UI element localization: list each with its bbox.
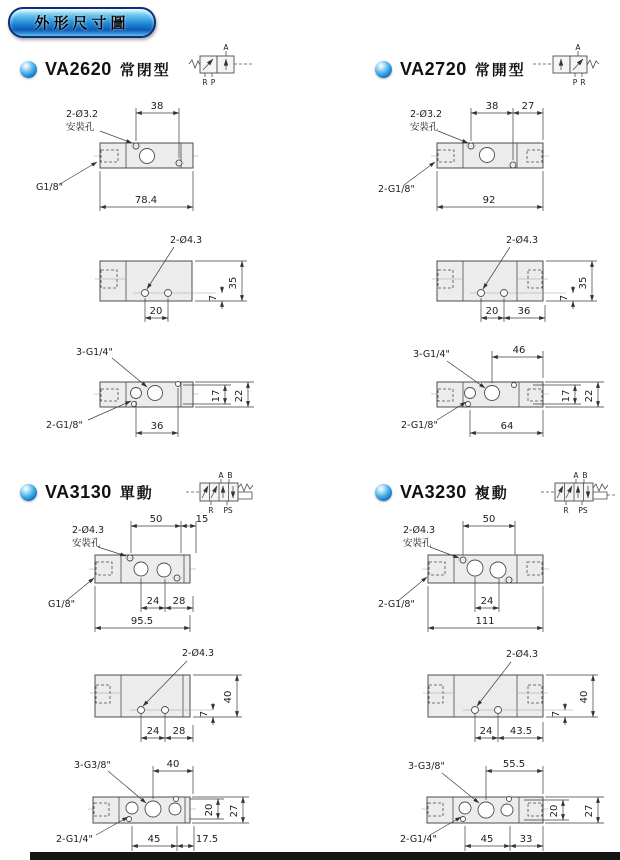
dim-text: 95.5 — [130, 616, 154, 627]
va3230-bottom-view — [400, 759, 604, 851]
model-name: VA3130 — [45, 482, 112, 502]
port-label: P — [572, 78, 578, 87]
port-label: A — [573, 471, 579, 480]
dim-text: 40 — [223, 690, 234, 704]
valve-symbol-3-2-nc — [189, 43, 254, 87]
dim-text: 27 — [521, 101, 535, 112]
mount-hole-label: 2-Ø4.3 — [72, 525, 105, 536]
port-thread-label: 2-G1/4" — [400, 834, 437, 845]
dim-text: 15 — [195, 514, 209, 525]
port-thread-label: 3-G1/4" — [413, 349, 450, 360]
va2620-top-view — [36, 101, 199, 211]
port-label: R — [208, 506, 214, 515]
port-label: P — [210, 78, 216, 87]
model-name: VA2720 — [400, 59, 467, 79]
va2720-front-view — [432, 235, 597, 322]
footer-bar — [30, 852, 620, 860]
dim-text: 20 — [549, 804, 560, 818]
dim-text: 78.4 — [134, 195, 158, 206]
dim-text: 45 — [480, 834, 494, 845]
va2720-bottom-view — [401, 345, 604, 437]
port-label: B — [227, 471, 233, 480]
valve-type-label: 複動 — [474, 485, 509, 502]
dim-text: 38 — [485, 101, 499, 112]
port-thread-label: G1/8" — [36, 182, 64, 193]
dim-text: 17 — [561, 389, 572, 403]
va2620-bottom-view — [46, 347, 254, 437]
dim-text: 40 — [579, 690, 590, 704]
dim-text: 38 — [150, 101, 164, 112]
hole-label: 2-Ø4.3 — [506, 649, 539, 660]
va3130-front-view — [90, 648, 242, 742]
dim-text: 7 — [559, 294, 570, 302]
dim-text: 24 — [480, 596, 494, 607]
model-name: VA2620 — [45, 59, 112, 79]
dim-text: 33 — [519, 834, 533, 845]
hole-label: 2-Ø4.3 — [182, 648, 215, 659]
dim-text: 50 — [482, 514, 496, 525]
hole-label: 2-Ø4.3 — [506, 235, 539, 246]
dim-text: 92 — [482, 195, 496, 206]
page-title: 外形尺寸圖 — [34, 15, 130, 32]
dim-text: 40 — [166, 759, 180, 770]
dim-text: 35 — [578, 276, 589, 290]
mount-hole-label: 2-Ø4.3 — [403, 525, 436, 536]
va2620-front-view — [95, 235, 247, 322]
dim-text: 28 — [172, 726, 186, 737]
dim-text: 24 — [146, 596, 160, 607]
dim-text: 50 — [149, 514, 163, 525]
port-thread-label: 3-G1/4" — [76, 347, 113, 358]
port-label: A — [218, 471, 224, 480]
port-label: R — [202, 78, 208, 87]
port-thread-label: 2-G1/8" — [46, 420, 83, 431]
dim-text: 55.5 — [502, 759, 526, 770]
port-thread-label: 2-G1/4" — [56, 834, 93, 845]
mount-hole-sublabel: 安裝孔 — [410, 122, 439, 133]
port-thread-label: 3-G3/8" — [74, 760, 111, 771]
port-thread-label: G1/8" — [48, 599, 76, 610]
valve-symbol-single-acting — [186, 471, 253, 515]
port-thread-label: 2-G1/8" — [401, 420, 438, 431]
va3130-top-view — [48, 514, 208, 632]
dim-text: 22 — [234, 389, 245, 403]
dim-text: 27 — [229, 804, 240, 818]
dim-text: 64 — [500, 421, 514, 432]
va3230-top-view — [378, 514, 549, 632]
dim-text: 36 — [150, 421, 164, 432]
dim-text: 20 — [149, 306, 163, 317]
model-name: VA3230 — [400, 482, 467, 502]
port-label: A — [223, 43, 229, 52]
dim-text: 27 — [584, 804, 595, 818]
dim-text: 46 — [512, 345, 526, 356]
mount-hole-sublabel: 安裝孔 — [66, 122, 95, 133]
valve-type-label: 常閉型 — [119, 62, 171, 79]
port-thread-label: 3-G3/8" — [408, 761, 445, 772]
dim-text: 17 — [211, 389, 222, 403]
dim-text: 24 — [146, 726, 160, 737]
dim-text: 36 — [517, 306, 531, 317]
port-label: PS — [578, 506, 588, 515]
port-label: R — [580, 78, 586, 87]
valve-symbol-double-acting — [541, 471, 615, 515]
mount-hole-label: 2-Ø3.2 — [66, 109, 99, 120]
mount-hole-label: 2-Ø3.2 — [410, 109, 443, 120]
dim-text: 24 — [479, 726, 493, 737]
port-label: A — [575, 43, 581, 52]
port-label: PS — [223, 506, 233, 515]
hole-label: 2-Ø4.3 — [170, 235, 203, 246]
dim-text: 35 — [228, 276, 239, 290]
dim-text: 7 — [551, 710, 562, 718]
dim-text: 28 — [172, 596, 186, 607]
dim-text: 20 — [204, 803, 215, 817]
port-thread-label: 2-G1/8" — [378, 184, 415, 195]
mount-hole-sublabel: 安裝孔 — [72, 538, 101, 549]
dim-text: 45 — [147, 834, 161, 845]
dim-text: 7 — [208, 294, 219, 302]
dim-text: 7 — [199, 710, 210, 718]
dim-text: 22 — [584, 389, 595, 403]
valve-type-label: 單動 — [119, 485, 154, 502]
port-label: B — [582, 471, 588, 480]
dim-text: 20 — [485, 306, 499, 317]
port-thread-label: 2-G1/8" — [378, 599, 415, 610]
port-label: R — [563, 506, 569, 515]
va3230-front-view — [423, 649, 598, 742]
dim-text: 43.5 — [509, 726, 533, 737]
mount-hole-sublabel: 安裝孔 — [403, 538, 432, 549]
valve-type-label: 常開型 — [474, 62, 526, 79]
va2720-top-view — [378, 101, 549, 211]
va3130-bottom-view — [56, 759, 249, 851]
valve-symbol-3-2-no — [533, 43, 599, 87]
dim-text: 17.5 — [195, 834, 219, 845]
dim-text: 111 — [475, 616, 495, 627]
